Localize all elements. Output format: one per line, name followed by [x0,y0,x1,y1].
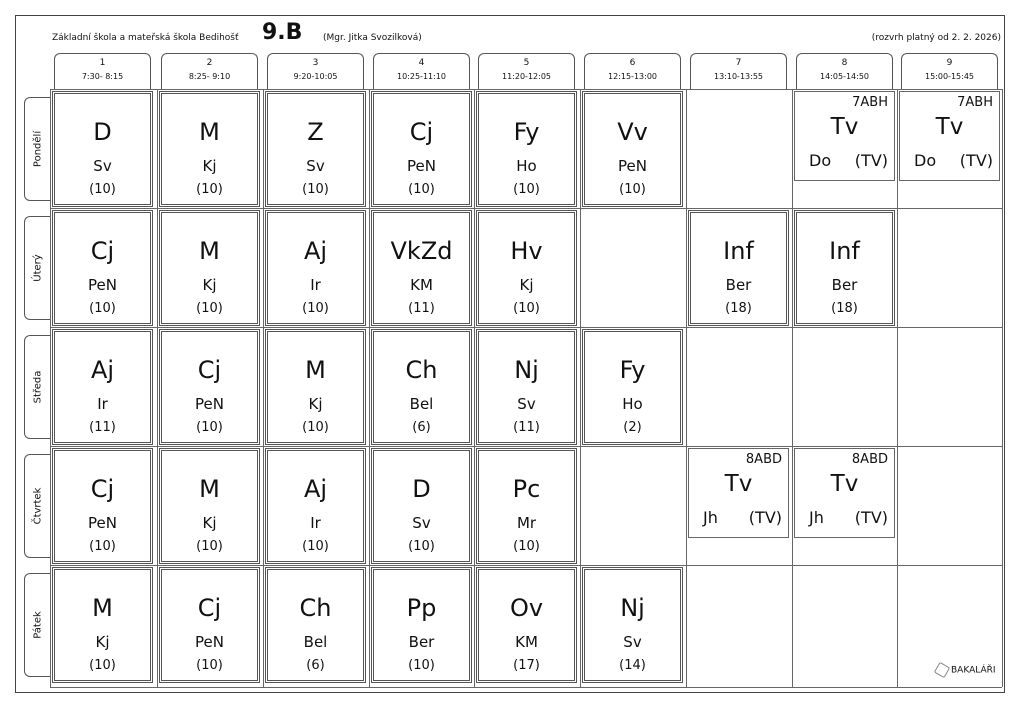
lesson-teacher: Do [914,151,937,170]
period-time: 7:30- 8:15 [81,72,124,81]
lesson-cell[interactable] [371,567,472,683]
lesson-subject: Nj [620,594,645,622]
lesson-subject: Tv [830,471,859,497]
period-header [584,53,681,89]
lesson-subject: Cj [90,237,115,265]
day-header [24,573,50,677]
lesson-room: (10) [408,539,435,554]
group-lesson-cell[interactable] [794,448,895,538]
lesson-cell[interactable] [582,329,683,445]
lesson-room: (10) [89,539,116,554]
period-header [901,53,998,89]
lesson-room: (10) [513,182,540,197]
lesson-room: (18) [831,301,858,316]
period-number: 8 [841,58,848,68]
validity-note: (rozvrh platný od 2. 2. 2026) [871,33,1001,43]
lesson-teacher: Jh [809,508,824,527]
lesson-subject: Tv [830,114,859,140]
lesson-cell[interactable] [159,567,260,683]
lesson-cell[interactable] [159,210,260,326]
lesson-room: (6) [306,658,325,673]
lesson-subject: Hv [510,237,543,265]
period-number: 5 [523,58,530,68]
lesson-subject: Z [307,118,324,146]
grid-line [50,89,1002,90]
lesson-teacher: PeN [407,157,436,175]
lesson-cell[interactable] [159,448,260,564]
period-number: 6 [629,58,636,68]
lesson-room: (14) [619,658,646,673]
lesson-teacher: Kj [308,395,323,413]
lesson-room: (10) [302,539,329,554]
lesson-teacher: Bel [409,395,434,413]
grid-line [792,89,793,687]
period-number: 1 [99,58,106,68]
class-teacher: (Mgr. Jitka Svozilková) [323,33,422,43]
lesson-teacher: Do [809,151,832,170]
lesson-cell[interactable] [52,210,153,326]
period-number: 4 [418,58,425,68]
lesson-subject: Cj [197,356,222,384]
period-number: 9 [946,58,953,68]
lesson-subject: Tv [935,114,964,140]
grid-line [50,208,1002,209]
period-time: 9:20-10:05 [293,72,338,81]
period-number: 3 [312,58,319,68]
lesson-room: (2) [623,420,642,435]
group-lesson-cell[interactable] [688,448,789,538]
lesson-teacher: Kj [202,276,217,294]
lesson-teacher: Sv [306,157,325,175]
lesson-teacher: Kj [519,276,534,294]
grid-line [157,89,158,687]
day-name: Pondělí [32,130,43,168]
lesson-subject: Ov [509,594,544,622]
day-header [24,335,50,439]
lesson-subject: VkZd [390,237,453,265]
lesson-cell[interactable] [265,567,366,683]
lesson-room: (11) [408,301,435,316]
lesson-cell[interactable] [476,91,577,207]
lesson-cell[interactable] [52,448,153,564]
lesson-teacher: Ber [408,633,435,651]
lesson-cell[interactable] [265,210,366,326]
lesson-room: (11) [89,420,116,435]
period-time: 12:15-13:00 [608,72,657,81]
day-header [24,454,50,558]
lesson-teacher: Ho [622,395,643,413]
lesson-teacher: PeN [195,395,224,413]
lesson-teacher: Sv [517,395,536,413]
day-name: Úterý [32,254,43,282]
lesson-room: (10) [302,301,329,316]
period-header [373,53,470,89]
period-number: 7 [735,58,742,68]
lesson-cell[interactable] [371,91,472,207]
period-header [267,53,364,89]
lesson-subject: D [412,475,431,503]
day-name: Čtvrtek [32,487,43,525]
lesson-subject: D [93,118,112,146]
lesson-teacher: Ir [310,276,321,294]
lesson-room: (TV) [854,508,888,527]
grid-line [897,89,898,687]
lesson-room: (10) [513,301,540,316]
period-time: 11:20-12:05 [502,72,551,81]
grid-line [1002,89,1003,687]
lesson-subject: Cj [90,475,115,503]
day-header [24,216,50,320]
lesson-teacher: Sv [412,514,431,532]
lesson-cell[interactable] [476,448,577,564]
day-name: Středa [32,370,43,404]
lesson-cell[interactable] [52,567,153,683]
lesson-subject: Ch [405,356,438,384]
period-header [690,53,787,89]
grid-line [580,89,581,687]
bakalari-logo [936,664,996,676]
lesson-teacher: Kj [202,514,217,532]
lesson-room: (10) [196,539,223,554]
lesson-cell[interactable] [371,329,472,445]
grid-line [50,565,1002,566]
lesson-subject: Cj [409,118,434,146]
grid-line [50,327,1002,328]
lesson-cell[interactable] [582,91,683,207]
lesson-teacher: PeN [618,157,647,175]
period-time: 10:25-11:10 [397,72,446,81]
lesson-teacher: Ir [310,514,321,532]
lesson-cell[interactable] [476,329,577,445]
lesson-teacher: Bel [303,633,328,651]
lesson-room: (10) [196,658,223,673]
lesson-teacher: Ir [97,395,108,413]
group-lesson-cell[interactable] [794,91,895,181]
lesson-room: (10) [196,420,223,435]
period-number: 2 [206,58,213,68]
lesson-cell[interactable] [688,210,789,326]
lesson-teacher: Ho [516,157,537,175]
lesson-subject: Cj [197,594,222,622]
lesson-subject: Pc [512,475,541,503]
hexagon-icon [934,662,950,678]
grid-line [369,89,370,687]
lesson-cell[interactable] [265,448,366,564]
grid-line [686,89,687,687]
lesson-subject: Fy [513,118,540,146]
lesson-room: (6) [412,420,431,435]
lesson-teacher: Kj [202,157,217,175]
lesson-room: (10) [513,539,540,554]
lesson-teacher: KM [410,276,433,294]
period-header [161,53,258,89]
lesson-cell[interactable] [159,91,260,207]
period-time: 13:10-13:55 [714,72,763,81]
lesson-subject: Aj [303,237,328,265]
lesson-cell[interactable] [371,210,472,326]
lesson-cell[interactable] [371,448,472,564]
period-time: 15:00-15:45 [925,72,974,81]
lesson-cell[interactable] [265,329,366,445]
lesson-cell[interactable] [265,91,366,207]
lesson-cell[interactable] [794,210,895,326]
lesson-subject: Aj [90,356,115,384]
grid-line [50,687,1002,688]
lesson-subject: M [92,594,113,622]
lesson-cell[interactable] [582,567,683,683]
lesson-room: (TV) [748,508,782,527]
grid-line [50,89,51,687]
lesson-group: 8ABD [851,452,888,467]
lesson-subject: Ch [299,594,332,622]
lesson-room: (10) [302,182,329,197]
period-header [796,53,893,89]
lesson-room: (11) [513,420,540,435]
grid-line [50,446,1002,447]
lesson-subject: M [305,356,326,384]
class-name: 9.B [262,20,303,45]
lesson-teacher: Sv [623,633,642,651]
lesson-group: 7ABH [957,95,993,110]
lesson-room: (10) [196,301,223,316]
lesson-group: 7ABH [852,95,888,110]
lesson-room: (18) [725,301,752,316]
day-header [24,97,50,201]
lesson-subject: Vv [617,118,648,146]
brand-name: BAKALÁŘI [951,665,996,676]
lesson-cell[interactable] [159,329,260,445]
period-header [478,53,575,89]
lesson-subject: M [199,475,220,503]
lesson-teacher: Jh [703,508,718,527]
day-name: Pátek [32,611,43,639]
lesson-room: (10) [89,658,116,673]
group-lesson-cell[interactable] [899,91,1000,181]
lesson-teacher: Kj [95,633,110,651]
lesson-room: (10) [302,420,329,435]
lesson-teacher: KM [515,633,538,651]
lesson-room: (10) [619,182,646,197]
grid-line [263,89,264,687]
lesson-cell[interactable] [52,329,153,445]
lesson-subject: Aj [303,475,328,503]
lesson-teacher: PeN [88,514,117,532]
lesson-subject: M [199,118,220,146]
lesson-cell[interactable] [476,567,577,683]
lesson-room: (10) [89,301,116,316]
period-time: 8:25- 9:10 [188,72,231,81]
lesson-teacher: PeN [88,276,117,294]
lesson-teacher: Ber [831,276,858,294]
lesson-teacher: Mr [516,514,537,532]
lesson-room: (17) [513,658,540,673]
lesson-teacher: Ber [725,276,752,294]
lesson-room: (TV) [959,151,993,170]
grid-line [474,89,475,687]
lesson-subject: Fy [619,356,646,384]
lesson-teacher: PeN [195,633,224,651]
lesson-subject: Tv [724,471,753,497]
lesson-subject: Nj [514,356,539,384]
lesson-group: 8ABD [745,452,782,467]
lesson-room: (10) [408,658,435,673]
school-name: Základní škola a mateřská škola Bedihošť [52,33,239,43]
lesson-room: (10) [408,182,435,197]
period-header [54,53,151,89]
lesson-subject: Inf [723,237,754,265]
period-time: 14:05-14:50 [820,72,869,81]
lesson-room: (10) [196,182,223,197]
lesson-subject: M [199,237,220,265]
lesson-cell[interactable] [476,210,577,326]
lesson-teacher: Sv [93,157,112,175]
lesson-room: (10) [89,182,116,197]
lesson-subject: Inf [829,237,860,265]
lesson-subject: Pp [406,594,437,622]
lesson-cell[interactable] [52,91,153,207]
lesson-room: (TV) [854,151,888,170]
